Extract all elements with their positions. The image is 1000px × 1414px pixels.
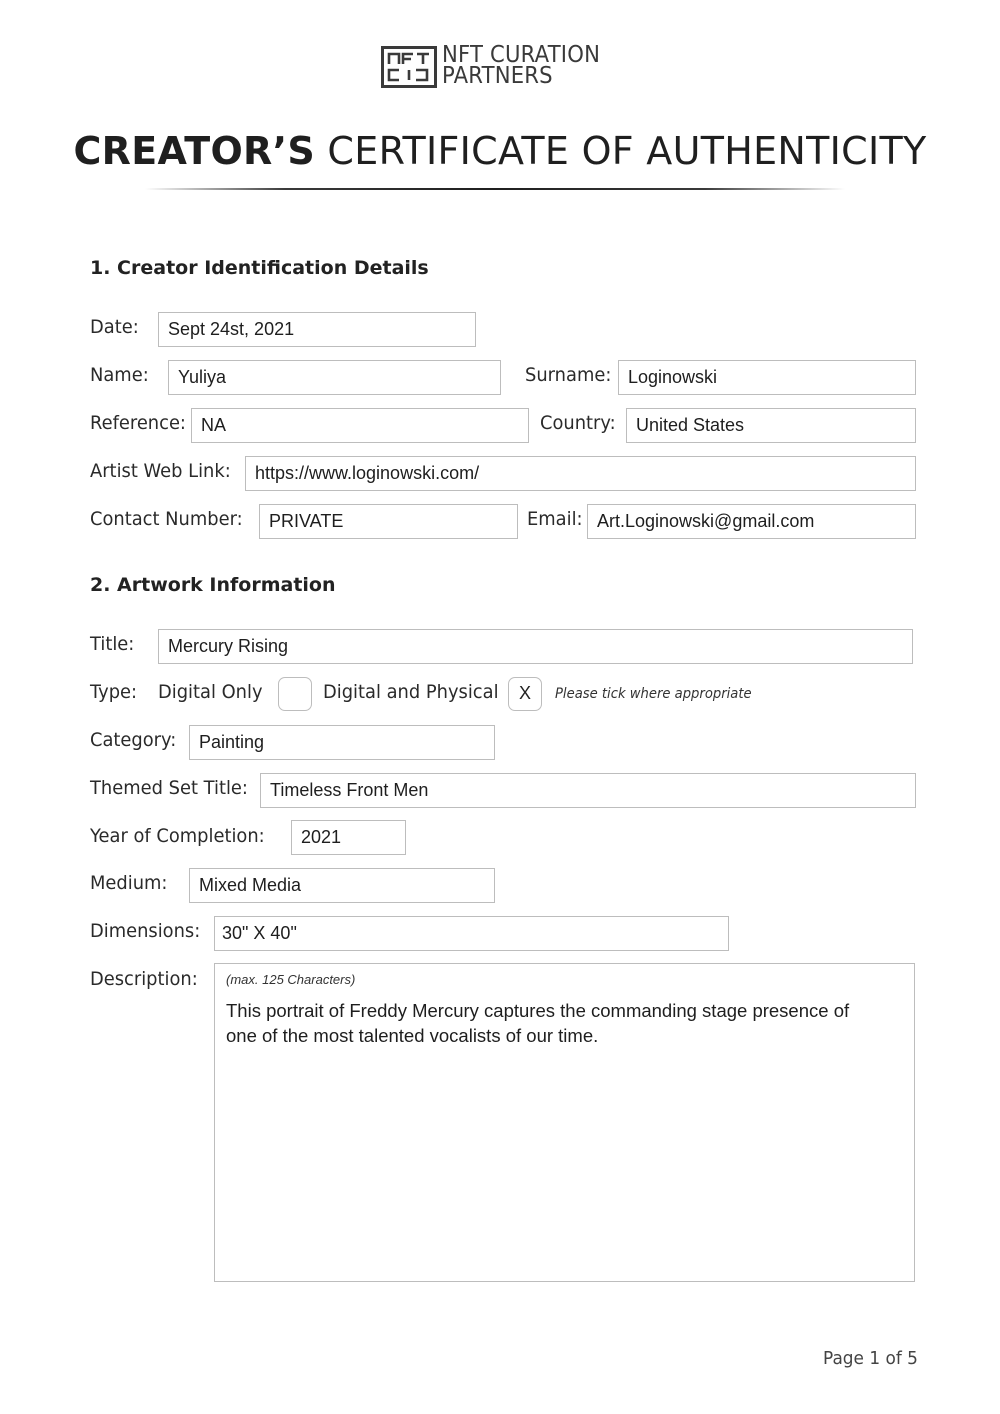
year-label: Year of Completion:	[90, 825, 265, 847]
certificate-title	[0, 128, 1000, 174]
themed-set-label: Themed Set Title:	[90, 777, 248, 799]
dimensions-label: Dimensions:	[90, 920, 201, 942]
year-field[interactable]: 2021	[291, 820, 406, 855]
certificate-title-light: CERTIFICATE OF AUTHENTICITY	[327, 129, 927, 173]
digital-and-physical-label: Digital and Physical	[323, 681, 499, 703]
medium-field[interactable]: Mixed Media	[189, 868, 495, 903]
company-name-line1: NFT CURATION	[442, 42, 601, 68]
country-label: Country:	[540, 412, 616, 434]
web-link-label: Artist Web Link:	[90, 460, 231, 482]
page-number: Page 1 of 5	[823, 1348, 918, 1369]
artwork-title-field[interactable]: Mercury Rising	[158, 629, 913, 664]
dimensions-field[interactable]: 30" X 40"	[214, 916, 729, 951]
digital-only-checkbox[interactable]	[278, 677, 312, 711]
type-hint: Please tick where appropriate	[555, 686, 752, 702]
country-field[interactable]: United States	[626, 408, 916, 443]
certificate-title-bold: CREATOR’S	[73, 129, 316, 173]
contact-number-field[interactable]: PRIVATE	[259, 504, 518, 539]
nft-logo-icon	[381, 46, 437, 88]
description-label: Description:	[90, 968, 198, 990]
section-creator-heading: 1. Creator Identification Details	[90, 257, 429, 279]
themed-set-field[interactable]: Timeless Front Men	[260, 773, 916, 808]
description-hint: (max. 125 Characters)	[226, 972, 356, 987]
category-label: Category:	[90, 729, 177, 751]
digital-and-physical-checkbox[interactable]: X	[508, 677, 542, 711]
company-name-line2: PARTNERS	[442, 63, 553, 89]
reference-field[interactable]: NA	[191, 408, 529, 443]
name-field[interactable]: Yuliya	[168, 360, 501, 395]
type-label: Type:	[90, 681, 138, 703]
medium-label: Medium:	[90, 872, 168, 894]
reference-label: Reference:	[90, 412, 186, 434]
title-label: Title:	[90, 633, 135, 655]
email-field[interactable]: Art.Loginowski@gmail.com	[587, 504, 916, 539]
web-link-field[interactable]: https://www.loginowski.com/	[245, 456, 916, 491]
title-divider	[145, 188, 845, 190]
section-artwork-heading: 2. Artwork Information	[90, 574, 336, 596]
description-text: This portrait of Freddy Mercury captures the commanding stage presence of one of the most talented vocalists of our time.	[226, 1000, 850, 1046]
name-label: Name:	[90, 364, 149, 386]
email-label: Email:	[527, 508, 583, 530]
surname-field[interactable]: Loginowski	[618, 360, 916, 395]
digital-only-label: Digital Only	[158, 681, 263, 703]
date-label: Date:	[90, 316, 139, 338]
date-field[interactable]: Sept 24st, 2021	[158, 312, 476, 347]
contact-number-label: Contact Number:	[90, 508, 243, 530]
surname-label: Surname:	[525, 364, 612, 386]
company-name	[442, 42, 601, 89]
category-field[interactable]: Painting	[189, 725, 495, 760]
